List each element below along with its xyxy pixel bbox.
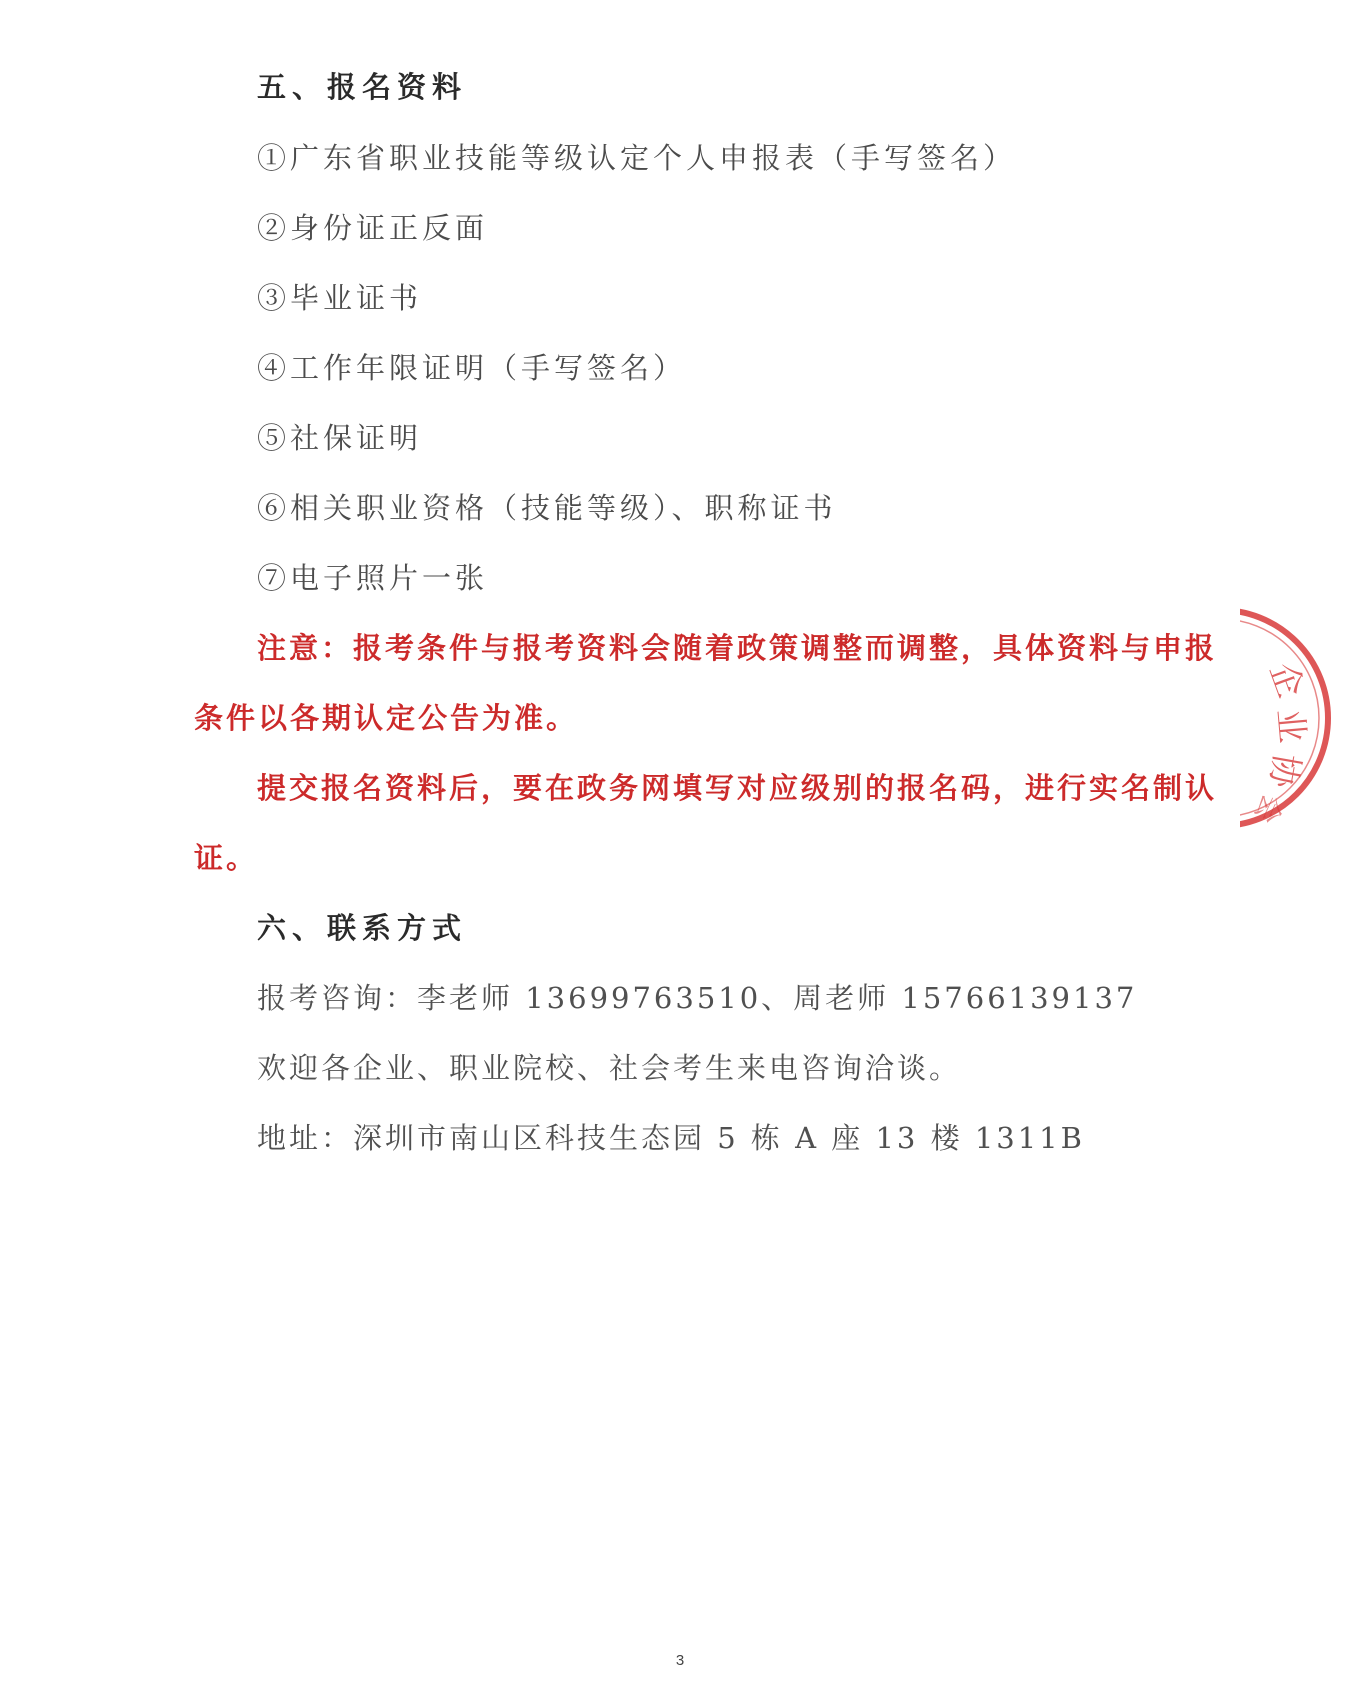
- material-item-4: ④工作年限证明（手写签名）: [257, 351, 687, 385]
- note2-line1: 提交报名资料后，要在政务网填写对应级别的报名码，进行实名制认: [257, 771, 1218, 805]
- material-item-7: ⑦电子照片一张: [257, 561, 489, 595]
- official-seal-stamp: [1240, 598, 1360, 838]
- svg-text:协: 协: [1261, 750, 1307, 791]
- note2-line2: 证。: [194, 841, 259, 875]
- svg-text:会: 会: [1247, 789, 1290, 829]
- material-item-2: ②身份证正反面: [257, 211, 489, 245]
- welcome-line: 欢迎各企业、职业院校、社会考生来电咨询洽谈。: [257, 1051, 962, 1085]
- section5-heading: 五、报名资料: [257, 70, 468, 104]
- note1-line1: 注意：报考条件与报考资料会随着政策调整而调整，具体资料与申报: [257, 631, 1218, 665]
- svg-text:企: 企: [1261, 657, 1311, 704]
- page-number: 3: [675, 1652, 685, 1669]
- material-item-6: ⑥相关职业资格（技能等级）、职称证书: [257, 491, 837, 525]
- material-item-3: ③毕业证书: [257, 281, 423, 315]
- svg-text:业: 业: [1269, 707, 1312, 745]
- address-line: 地址：深圳市南山区科技生态园 5 栋 A 座 13 楼 1311B: [257, 1121, 1085, 1155]
- note1-line2: 条件以各期认定公告为准。: [194, 701, 579, 735]
- material-item-1: ①广东省职业技能等级认定个人申报表（手写签名）: [257, 141, 1017, 175]
- material-item-5: ⑤社保证明: [257, 421, 423, 455]
- section6-heading: 六、联系方式: [257, 911, 468, 945]
- consult-line: 报考咨询：李老师 13699763510、周老师 15766139137: [257, 981, 1138, 1015]
